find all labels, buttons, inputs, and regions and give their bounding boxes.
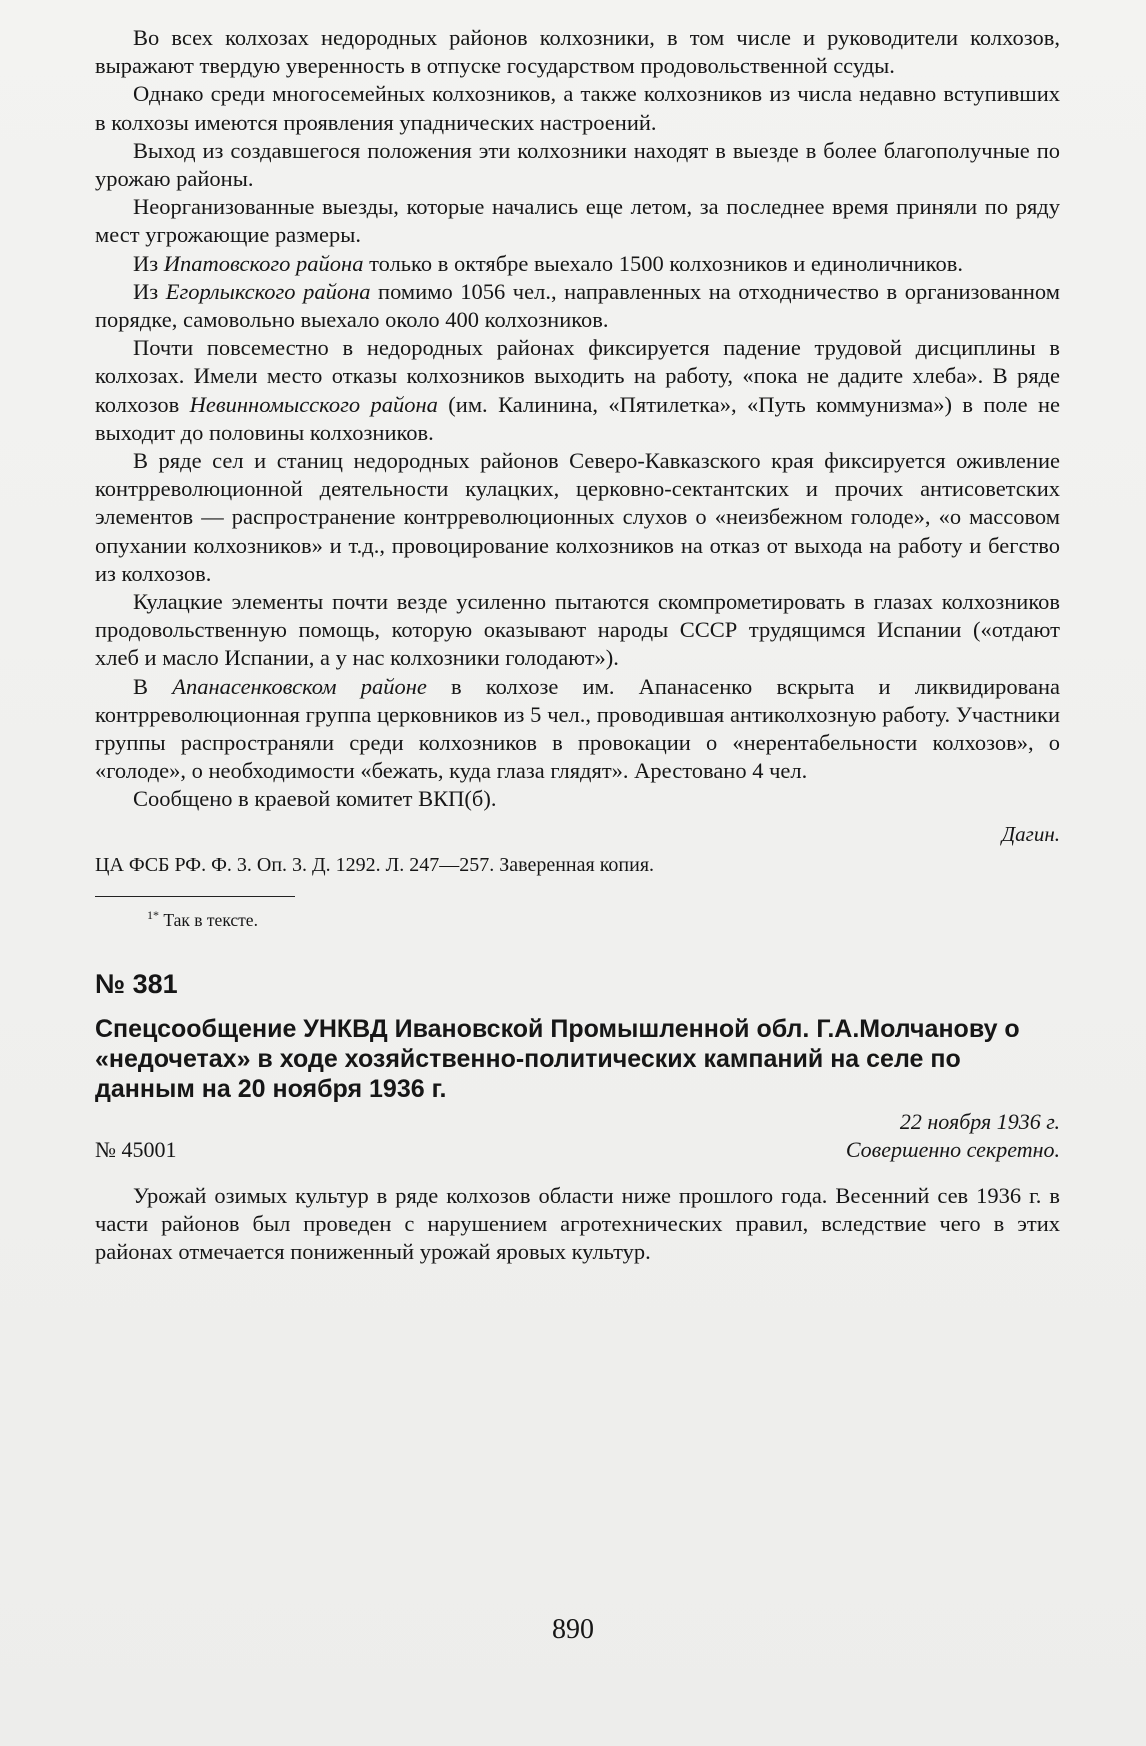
footnote: $^{1*}$ Так в тексте. [147,907,258,930]
text-column [95,24,1060,1266]
archive-reference: ЦА ФСБ РФ. Ф. 3. Оп. 3. Д. 1292. Л. 247—257. Заверенная копия. [95,853,655,876]
paragraph-departures: Неорганизованные выезды, которые начались еще летом, за последнее время приняли по ряду мест угрожающие размеры. [95,194,1060,248]
document-title: Спецсообщение УНКВД Ивановской Промышленной обл. Г.А.Молчанову о «недочетах» в ходе хозяйственно-политических кампаний на селе по данным на 20 ноября 1936 г. [95,1014,1020,1103]
signature: Дагин. [1001,821,1060,846]
paragraph-moods: Однако среди многосемейных колхозников, а также колхозников из числа недавно вступивших в колхозы имеются проявления упаднических настроений. [95,81,1060,135]
paragraph-harvest: Урожай озимых культур в ряде колхозов области ниже прошлого года. Весенний сев 1936 г. в части районов был проведен с нарушением агротехнических правил, вследствие чего в этих районах отмечается пониженный урожай яровых культур. [95,1182,1060,1264]
district-name: Невинномысского района [189,391,438,417]
paragraph-reported: Сообщено в краевой комитет ВКП(б). [133,786,497,812]
paragraph-loan: Во всех колхозах недородных районов колхозники, в том числе и руководители колхозов, выражают твердую уверенность в отпуске государством продовольственной ссуды. [95,25,1060,79]
footnote-divider [95,896,295,897]
document-meta [95,1136,1060,1164]
district-name: Апанасенковском районе [172,673,427,699]
paragraph-kulak-activity: В ряде сел и станиц недородных районов Северо-Кавказского края фиксируется оживление контрреволюционной деятельности кулацких, церковно-сектантских и прочих антисоветских элементов — распространение контрреволюционных слухов о «неизбежном голоде», «о массовом опухании колхозников» и т.д., провоцирование колхозников на отказ от выхода на работу и бегство из колхозов. [95,448,1060,586]
registration-number: № 45001 [95,1136,177,1162]
district-name: Егорлыкского района [165,278,371,304]
paragraph-apanasenko: В Апанасенковском районе в колхозе им. Апанасенко вскрыта и ликвидирована контрреволюционная группа церковников из 5 чел., проводившая антиколхозную работу. Участники группы распространяли среди колхозников в провокации о «нерентабельности колхозов», о «голоде», о необходимости «бежать, куда глаза глядят». Арестовано 4 чел. [95,673,1060,784]
page-number: 890 [552,1614,594,1645]
document-date: 22 ноября 1936 г. [899,1108,1060,1134]
footnote-mark: 1* [147,907,159,922]
district-name: Ипатовского района [163,250,364,276]
paragraph-discipline: Почти повсеместно в недородных районах фиксируется падение трудовой дисциплины в колхозах. Имели место отказы колхозников выходить на работу, «пока не дадите хлеба». В ряде колхозов Невинномысского района (им. Калинина, «Пятилетка», «Путь коммунизма») в поле не выходит до половины колхозников. [95,335,1060,445]
paragraph-exit: Выход из создавшегося положения эти колхозники находят в выезде в более благополучные по урожаю районы. [95,137,1060,192]
classification-stamp: Совершенно секретно. [845,1136,1060,1162]
document-number: № 381 [95,968,178,999]
paragraph-ipatovsky: Из Ипатовского района только в октябре выехало 1500 колхозников и единоличников. [133,250,964,276]
paragraph-egorlyk: Из Егорлыкского района помимо 1056 чел., направленных на отходничество в организованном порядке, самовольно выехало около 400 колхозников. [95,278,1060,333]
paragraph-spain-aid: Кулацкие элементы почти везде усиленно пытаются скомпрометировать в глазах колхозников продовольственную помощь, которую оказывают народы СССР трудящимся Испании («отдают хлеб и масло Испании, а у нас колхозники голодают»). [95,589,1060,671]
